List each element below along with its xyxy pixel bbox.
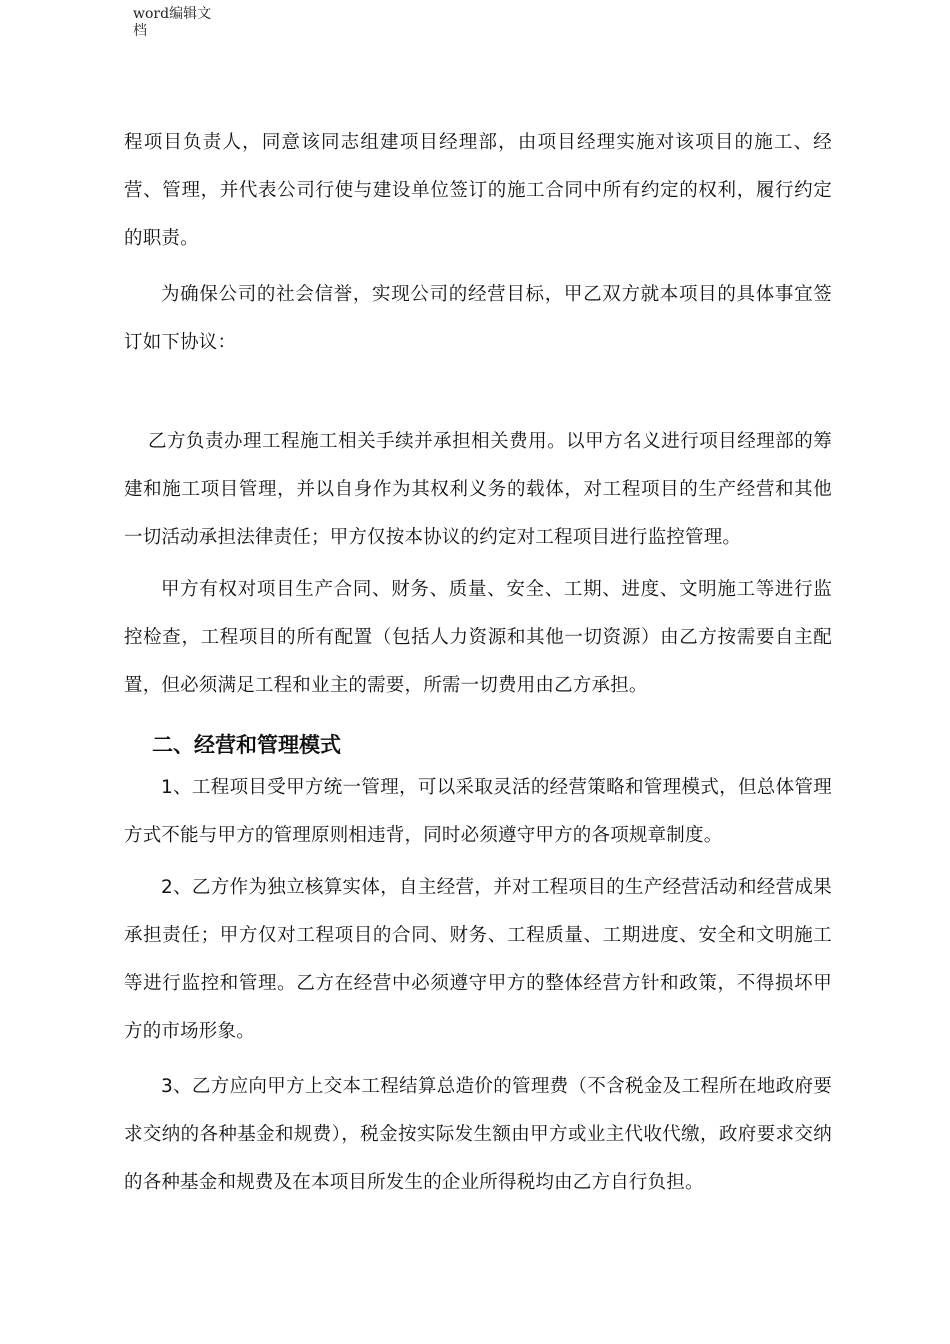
- paragraph-party-b-responsibility: 乙方负责办理工程施工相关手续并承担相关费用。以甲方名义进行项目经理部的筹建和施工项目管理，并以自身作为其权利义务的载体，对工程项目的生产经营和其他一切活动承担法律责任；甲方仅按本协议的约定对工程项目进行监控管理。: [124, 431, 832, 548]
- paragraph-item-1: 1、工程项目受甲方统一管理，可以采取灵活的经营策略和管理模式，但总体管理方式不能与甲方的管理原则相违背，同时必须遵守甲方的各项规章制度。: [124, 777, 832, 846]
- section-heading-management-mode: 二、经营和管理模式: [152, 733, 341, 757]
- paragraph-party-a-rights: 甲方有权对项目生产合同、财务、质量、安全、工期、进度、文明施工等进行监控检查，工程项目的所有配置（包括人力资源和其他一切资源）由乙方按需要自主配置，但必须满足工程和业主的需要，所需一切费用由乙方承担。: [124, 579, 832, 696]
- paragraph-item-2: 2、乙方作为独立核算实体，自主经营，并对工程项目的生产经营活动和经营成果承担责任；甲方仅对工程项目的合同、财务、工程质量、工期进度、安全和文明施工等进行监控和管理。乙方在经营中必须遵守甲方的整体经营方针和政策，不得损坏甲方的市场形象。: [124, 877, 832, 1042]
- header-line-2: 档: [133, 23, 147, 39]
- paragraph-project-manager: 程项目负责人，同意该同志组建项目经理部，由项目经理实施对该项目的施工、经营、管理，并代表公司行使与建设单位签订的施工合同中所有约定的权利，履行约定的职责。: [124, 132, 832, 249]
- paragraph-item-3: 3、乙方应向甲方上交本工程结算总造价的管理费（不含税金及工程所在地政府要求交纳的各种基金和规费），税金按实际发生额由甲方或业主代收代缴，政府要求交纳的各种基金和规费及在本项目所发生的企业所得税均由乙方自行负担。: [124, 1076, 832, 1193]
- page-header: [133, 6, 243, 40]
- header-line-1: word编辑文: [133, 6, 212, 22]
- paragraph-agreement-intro: 为确保公司的社会信誉，实现公司的经营目标，甲乙双方就本项目的具体事宜签订如下协议：: [124, 284, 832, 353]
